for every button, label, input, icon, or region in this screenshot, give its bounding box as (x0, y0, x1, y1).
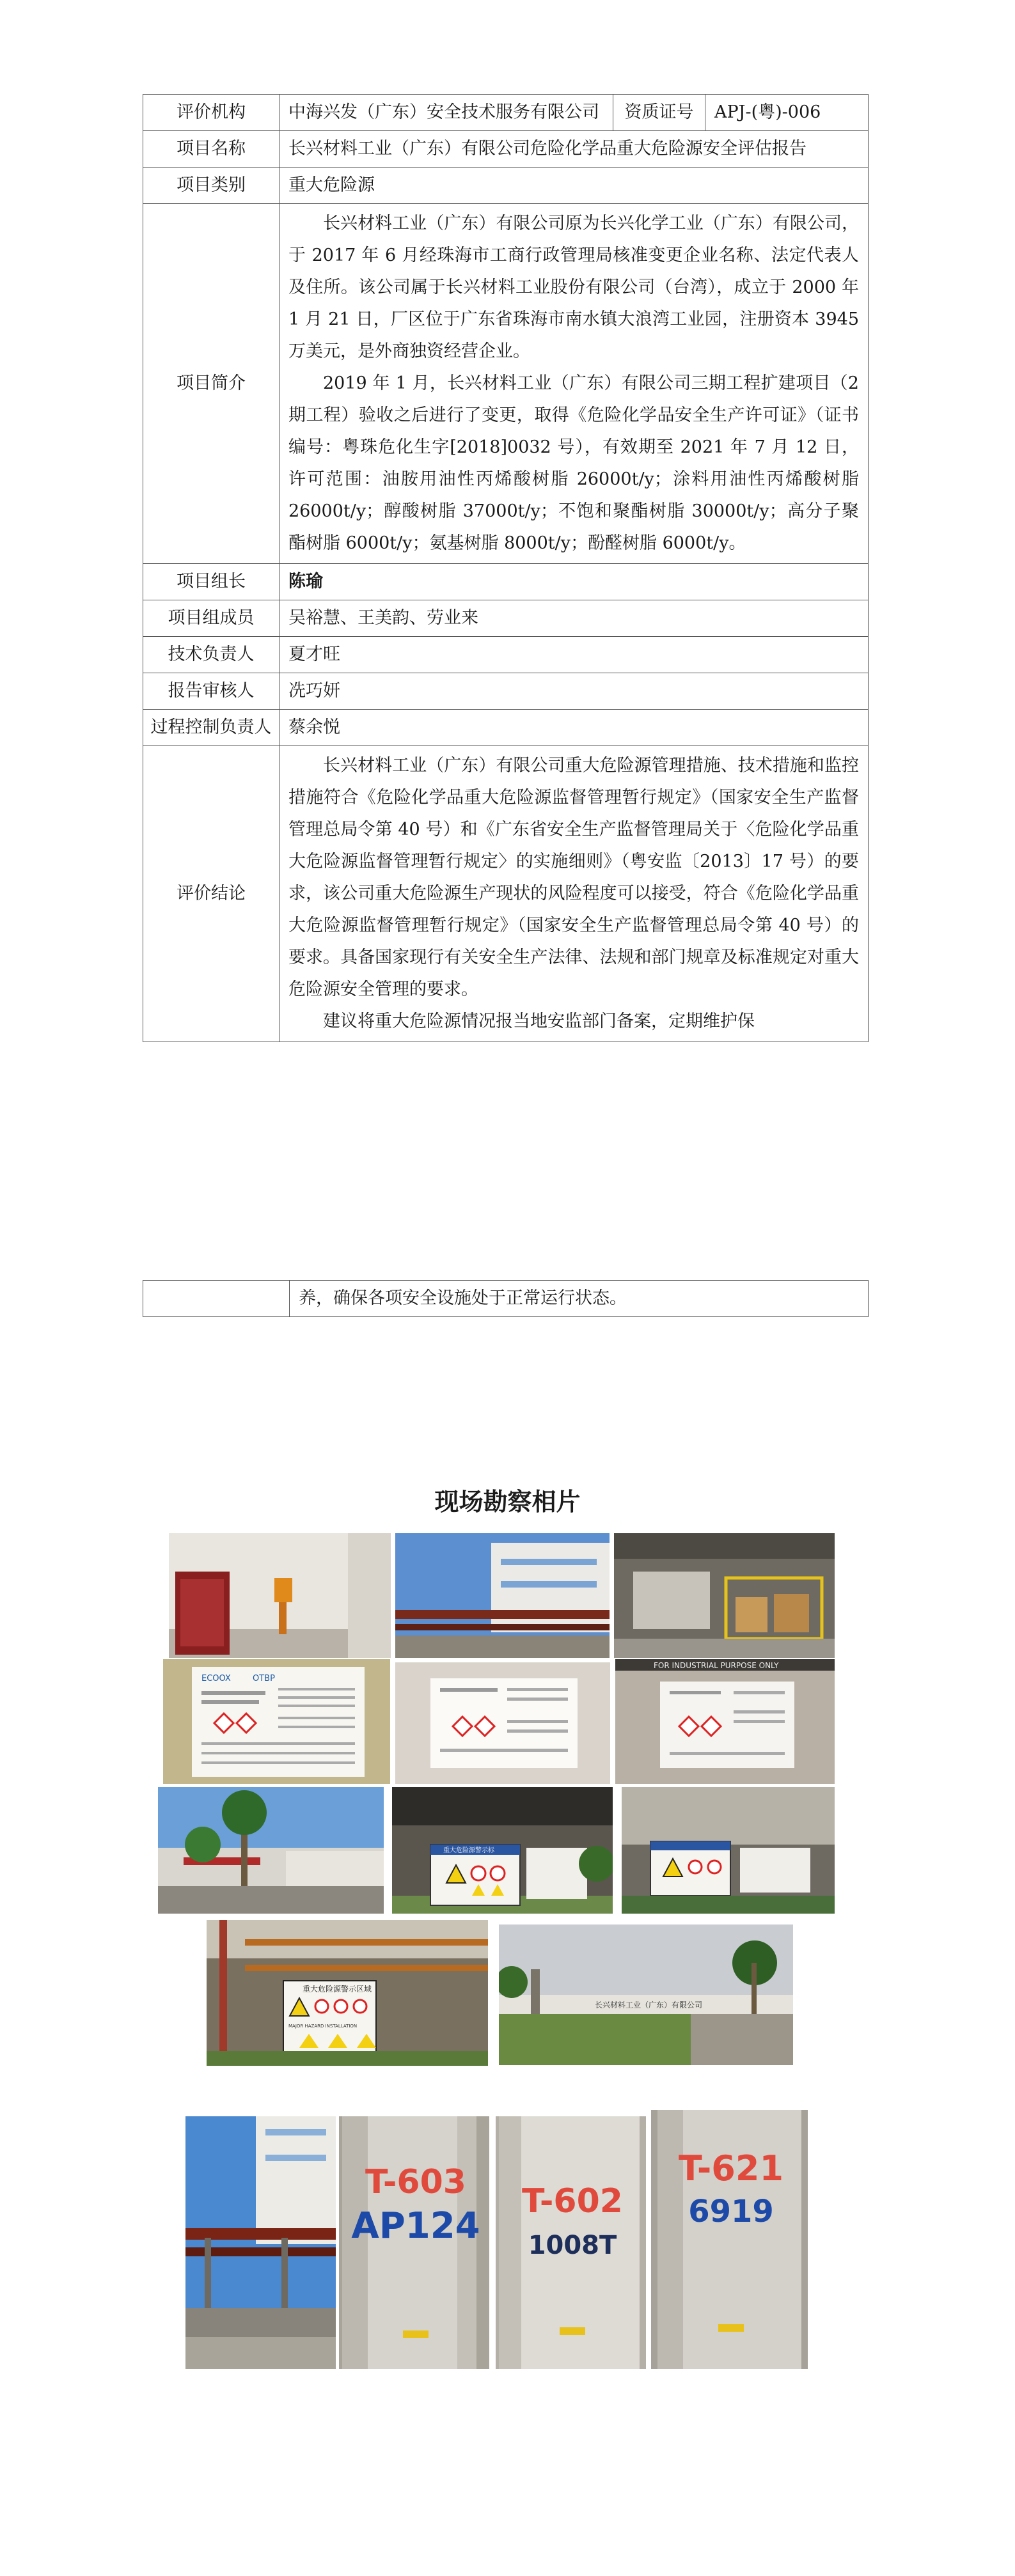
sign-title-1: 重大危险源警示标 (443, 1847, 494, 1854)
sds-brand: ECOOX (201, 1674, 231, 1683)
tank-id: T-621 (678, 2148, 784, 2189)
photo-hazard-area-sign (207, 1920, 488, 2066)
reviewer-label: 报告审核人 (143, 673, 279, 710)
leader-label: 项目组长 (143, 564, 279, 600)
table-row (143, 168, 869, 204)
table-row (143, 204, 869, 564)
continuation-text: 养，确保各项安全设施处于正常运行状态。 (290, 1281, 869, 1317)
process-label: 过程控制负责人 (143, 710, 279, 746)
conclusion-paragraph-2: 建议将重大危险源情况报当地安监部门备案，定期维护保 (323, 1011, 755, 1031)
leader-value: 陈瑜 (279, 564, 869, 600)
tech-label: 技术负责人 (143, 637, 279, 673)
table-row (143, 637, 869, 673)
photo-tank-t602 (496, 2116, 646, 2369)
photo-pipe-rack (185, 2116, 336, 2369)
photo-site-trees (158, 1787, 384, 1914)
photo-plant-building (395, 1533, 610, 1658)
sds-code: OTBP (253, 1674, 275, 1683)
tank-id: T-603 (365, 2163, 466, 2201)
table-row (143, 710, 869, 746)
conclusion-text (279, 746, 869, 1042)
photo-gas-detector (169, 1533, 391, 1658)
tank-code: AP124 (351, 2205, 480, 2247)
photo-tank-t603 (339, 2116, 489, 2369)
photo-sds-sheet-2 (395, 1662, 610, 1784)
project-type-value: 重大危险源 (279, 168, 869, 204)
project-name-label: 项目名称 (143, 131, 279, 168)
photo-sds-sheet-1 (163, 1659, 390, 1784)
intro-label: 项目简介 (143, 204, 279, 564)
tank-code: 6919 (688, 2194, 774, 2229)
table-row (143, 746, 869, 1042)
project-name-value: 长兴材料工业（广东）有限公司危险化学品重大危险源安全评估报告 (279, 131, 869, 168)
project-type-label: 项目类别 (143, 168, 279, 204)
table-row (143, 600, 869, 637)
conclusion-label: 评价结论 (143, 746, 279, 1042)
tank-code: 1008T (528, 2231, 617, 2260)
photos-title: 现场勘察相片 (434, 1488, 581, 1516)
intro-paragraph-1: 长兴材料工业（广东）有限公司原为长兴化学工业（广东）有限公司，于 2017 年 6 月经珠海市工商行政管理局核准变更企业名称、法定代表人及住所。该公司属于长兴材料工业股份有限公司（台湾），成立于 2000 年 1 月 21 日，厂区位于广东省珠海市南水镇大浪湾工业园，注册资本 3945 万美元，是外商独资经营企业。 (288, 214, 859, 361)
gate-text: 长兴材料工业（广东）有限公司 (595, 2001, 703, 2010)
photo-tank-t621 (651, 2110, 808, 2369)
reviewer-value: 冼巧妍 (279, 673, 869, 710)
photo-sds-sheet-3 (615, 1659, 835, 1784)
photo-company-gate (499, 1924, 793, 2065)
project-info-table (143, 94, 869, 1042)
table-row (143, 131, 869, 168)
photo-warning-sign-1 (392, 1787, 613, 1914)
photo-warning-sign-2 (622, 1787, 835, 1914)
table-row (143, 95, 869, 131)
banner-text: FOR INDUSTRIAL PURPOSE ONLY (654, 1661, 779, 1670)
table-row (143, 564, 869, 600)
process-value: 蔡余悦 (279, 710, 869, 746)
cert-label: 资质证号 (613, 95, 705, 131)
members-label: 项目组成员 (143, 600, 279, 637)
table-row (143, 673, 869, 710)
org-label: 评价机构 (143, 95, 279, 131)
continuation-table (143, 1280, 869, 1317)
continuation-empty-cell (143, 1281, 290, 1317)
intro-paragraph-2: 2019 年 1 月，长兴材料工业（广东）有限公司三期工程扩建项目（2 期工程）验收之后进行了变更，取得《危险化学品安全生产许可证》（证书编号：粤珠危化生字[2018]0032 号），有效期至 2021 年 7 月 12 日，许可范围：油胺用油性丙烯酸树脂 26000t/y；涂料用油性丙烯酸树脂 26000t/y；醇酸树脂 37000t/y；不饱和聚酯树脂 30000t/y；高分子聚酯树脂 6000t/y；氨基树脂 8000t/y；酚醛树脂 6000t/y。 (288, 373, 859, 553)
members-value: 吴裕慧、王美韵、劳业来 (279, 600, 869, 637)
table-row (143, 1281, 869, 1317)
photo-warehouse (614, 1533, 835, 1658)
tank-id: T-602 (522, 2182, 623, 2221)
cert-value: APJ-(粤)-006 (705, 95, 869, 131)
conclusion-paragraph-1: 长兴材料工业（广东）有限公司重大危险源管理措施、技术措施和监控措施符合《危险化学品重大危险源监督管理暂行规定》（国家安全生产监督管理总局令第 40 号）和《广东省安全生产监督管理局关于〈危险化学品重大危险源监督管理暂行规定〉的实施细则》（粤安监〔2013〕17 号）的要求，该公司重大危险源生产现状的风险程度可以接受，符合《危险化学品重大危险源监督管理暂行规定》（国家安全生产监督管理总局令第 40 号）的要求。具备国家现行有关安全生产法律、法规和部门规章及标准规定对重大危险源安全管理的要求。 (288, 756, 859, 999)
intro-text (279, 204, 869, 564)
tech-value: 夏才旺 (279, 637, 869, 673)
sign-sub: MAJOR HAZARD INSTALLATION (288, 2024, 358, 2029)
org-value: 中海兴发（广东）安全技术服务有限公司 (279, 95, 613, 131)
sign-title-2: 重大危险源警示区域 (303, 1985, 372, 1994)
